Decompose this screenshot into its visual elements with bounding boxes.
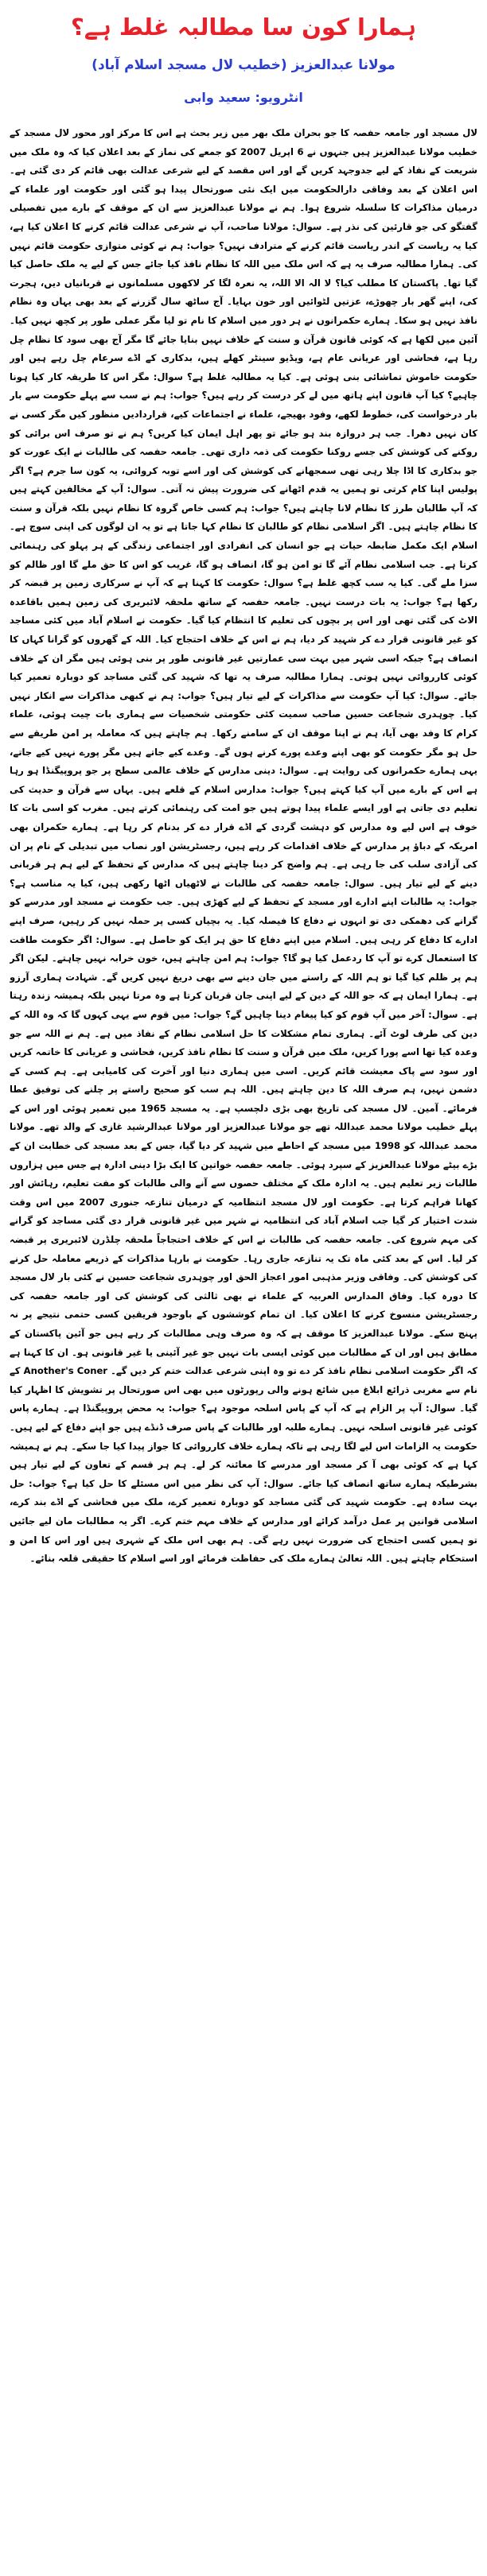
article-body: [10, 124, 477, 2560]
article-body-text: لال مسجد اور جامعہ حفصہ کا جو بحران ملک بھر میں زیر بحث ہے اس کا مرکز اور محور لال مسجد کے خطیب مولانا عبدالعزیز ہیں جنہوں نے 6 اپریل 2007 کو جمعے کی نماز کے بعد اعلان کیا کہ وہ ملک میں شریعت کے نفاذ کے لیے جدوجہد کریں گے اور اس مقصد کے لیے شرعی عدالت بھی قائم کر دی گئی ہے۔ اس اعلان کے بعد وفاقی دارالحکومت میں ایک نئی صورتحال پیدا ہو گئی اور حکومت اور علماء کے درمیان مذاکرات کا سلسلہ شروع ہوا۔ ہم نے مولانا عبدالعزیز سے ان کے موقف کے بارے میں تفصیلی گفتگو کی جو قارئین کی نذر ہے۔ سوال: مولانا صاحب، آپ نے شرعی عدالت قائم کرنے کا اعلان کیا ہے، کیا یہ ریاست کے اندر ریاست قائم کرنے کے مترادف نہیں؟ جواب: ہم نے کوئی متوازی حکومت قائم نہیں کی۔ ہمارا مطالبہ صرف یہ ہے کہ اس ملک میں اللہ کا نظام نافذ کیا جائے جس کے لیے یہ ملک حاصل کیا گیا تھا۔ پاکستان کا مطلب کیا؟ لا الہ الا اللہ، یہ نعرہ لگا کر لاکھوں مسلمانوں نے قربانیاں دیں، ہجرت کی، اپنے گھر بار چھوڑے، عزتیں لٹوائیں اور خون بہایا۔ آج ساٹھ سال گزرنے کے بعد بھی یہاں وہ نظام نافذ نہیں ہو سکا۔ ہمارے حکمرانوں نے ہر دور میں اسلام کا نام تو لیا مگر عملی طور پر کچھ نہیں کیا۔ آئین میں لکھا ہے کہ کوئی قانون قرآن و سنت کے خلاف نہیں بنایا جائے گا مگر آج بھی سود کا نظام چل رہا ہے، فحاشی اور عریانی عام ہے، ویڈیو سینٹر کھلے ہیں، بدکاری کے اڈے سرعام چل رہے ہیں اور حکومت خاموش تماشائی بنی ہوئی ہے۔ کیا یہ مطالبہ غلط ہے؟ سوال: مگر اس کا طریقہ کار کیا ہونا چاہیے؟ کیا آپ قانون اپنے ہاتھ میں لے کر درست کر رہے ہیں؟ جواب: ہم نے سب سے پہلے حکومت سے بار بار درخواست کی، خطوط لکھے، وفود بھیجے، علماء نے اجتماعات کیے، قراردادیں منظور کیں مگر کسی نے کان نہیں دھرا۔ جب ہر دروازہ بند ہو جائے تو پھر اہل ایمان کیا کریں؟ ہم نے تو صرف اس برائی کو روکنے کی کوشش کی جسے روکنا حکومت کی ذمہ داری تھی۔ جامعہ حفصہ کی طالبات نے ایک عورت کو جو بدکاری کا اڈا چلا رہی تھی سمجھانے کی کوشش کی اور اسے توبہ کروائی، یہ کون سا جرم ہے؟ اگر پولیس اپنا کام کرتی تو ہمیں یہ قدم اٹھانے کی ضرورت پیش نہ آتی۔ سوال: آپ کے مخالفین کہتے ہیں کہ آپ طالبان طرز کا نظام لانا چاہتے ہیں؟ جواب: ہم کسی خاص گروہ کا نظام نہیں بلکہ قرآن و سنت کا نظام چاہتے ہیں۔ اگر اسلامی نظام کو طالبان کا نظام کہا جاتا ہے تو یہ ان لوگوں کی اپنی سوچ ہے۔ اسلام ایک مکمل ضابطہ حیات ہے جو انسان کی انفرادی اور اجتماعی زندگی کے ہر پہلو کی رہنمائی کرتا ہے۔ جب اسلامی نظام آئے گا تو امن ہو گا، انصاف ہو گا، غریب کو اس کا حق ملے گا اور ظالم کو سزا ملے گی۔ کیا یہ سب کچھ غلط ہے؟ سوال: حکومت کا کہنا ہے کہ آپ نے سرکاری زمین پر قبضہ کر رکھا ہے؟ جواب: یہ بات درست نہیں۔ جامعہ حفصہ کے ساتھ ملحقہ لائبریری کی زمین ہمیں باقاعدہ الاٹ کی گئی تھی اور اس پر بچوں کی تعلیم کا انتظام کیا گیا۔ حکومت نے اسلام آباد میں کئی مساجد کو غیر قانونی قرار دے کر شہید کر دیا، ہم نے اس کے خلاف احتجاج کیا۔ اللہ کے گھروں کو گرانا کہاں کا انصاف ہے؟ جبکہ اسی شہر میں بہت سی عمارتیں غیر قانونی طور پر بنی ہوئی ہیں مگر ان کے خلاف کوئی کارروائی نہیں ہوتی۔ ہمارا مطالبہ صرف یہ تھا کہ شہید کی گئی مساجد کو دوبارہ تعمیر کیا جائے۔ سوال: کیا آپ حکومت سے مذاکرات کے لیے تیار ہیں؟ جواب: ہم نے کبھی مذاکرات سے انکار نہیں کیا۔ چوہدری شجاعت حسین صاحب سمیت کئی حکومتی شخصیات سے ہماری بات چیت ہوئی، علماء کرام کا وفد بھی آیا، ہم نے اپنا موقف ان کے سامنے رکھا۔ ہم چاہتے ہیں کہ معاملہ پر امن طریقے سے حل ہو مگر حکومت کو بھی اپنے وعدے پورے کرنے ہوں گے۔ وعدے کیے جاتے ہیں مگر پورے نہیں کیے جاتے، یہی ہمارے حکمرانوں کی روایت ہے۔ سوال: دینی مدارس کے خلاف عالمی سطح پر جو پروپیگنڈا ہو رہا ہے اس کے بارے میں آپ کیا کہتے ہیں؟ جواب: مدارس اسلام کے قلعے ہیں۔ یہاں سے قرآن و حدیث کی تعلیم دی جاتی ہے اور ایسے علماء پیدا ہوتے ہیں جو امت کی رہنمائی کرتے ہیں۔ مغرب کو اسی بات کا خوف ہے اس لیے وہ مدارس کو دہشت گردی کے اڈے قرار دے کر بدنام کر رہا ہے۔ ہمارے حکمران بھی امریکہ کے دباؤ پر مدارس کے خلاف اقدامات کر رہے ہیں، رجسٹریشن اور نصاب میں تبدیلی کے نام پر ان کی آزادی سلب کی جا رہی ہے۔ ہم واضح کر دینا چاہتے ہیں کہ مدارس کے تحفظ کے لیے ہم ہر قربانی دینے کے لیے تیار ہیں۔ سوال: جامعہ حفصہ کی طالبات نے لاٹھیاں اٹھا رکھی ہیں، کیا یہ مناسب ہے؟ جواب: یہ طالبات اپنے ادارے اور مسجد کے تحفظ کے لیے کھڑی ہیں۔ جب حکومت نے مسجد اور مدرسے کو گرانے کی دھمکی دی تو انہوں نے دفاع کا فیصلہ کیا۔ یہ بچیاں کسی پر حملہ نہیں کر رہیں، صرف اپنے ادارے کا دفاع کر رہی ہیں۔ اسلام میں اپنے دفاع کا حق ہر ایک کو حاصل ہے۔ سوال: اگر حکومت طاقت کا استعمال کرے تو آپ کا ردعمل کیا ہو گا؟ جواب: ہم امن چاہتے ہیں، خون خرابہ نہیں چاہتے۔ لیکن اگر ہم پر ظلم کیا گیا تو ہم اللہ کے راستے میں جان دینے سے بھی دریغ نہیں کریں گے۔ شہادت ہماری آرزو ہے۔ ہمارا ایمان ہے کہ جو اللہ کے دین کے لیے اپنی جان قربان کرتا ہے وہ مرتا نہیں بلکہ ہمیشہ زندہ رہتا ہے۔ سوال: آخر میں آپ قوم کو کیا پیغام دینا چاہیں گے؟ جواب: میں قوم سے یہی کہوں گا کہ وہ اللہ کے دین کی طرف لوٹ آئے۔ ہماری تمام مشکلات کا حل اسلامی نظام کے نفاذ میں ہے۔ ہم نے اللہ سے جو وعدہ کیا تھا اسے پورا کریں، ملک میں قرآن و سنت کا نظام نافذ کریں، فحاشی و عریانی کا خاتمہ کریں اور سود سے پاک معیشت قائم کریں۔ اسی میں ہماری دنیا اور آخرت کی کامیابی ہے۔ ہم کسی کے دشمن نہیں، ہم صرف اللہ کا دین چاہتے ہیں۔ اللہ ہم سب کو صحیح راستے پر چلنے کی توفیق عطا فرمائے۔ آمین۔ لال مسجد کی تاریخ بھی بڑی دلچسپ ہے۔ یہ مسجد 1965 میں تعمیر ہوئی اور اس کے پہلے خطیب مولانا محمد عبداللہ تھے جو مولانا عبدالعزیز اور مولانا عبدالرشید غازی کے والد تھے۔ مولانا محمد عبداللہ کو 1998 میں مسجد کے احاطے میں شہید کر دیا گیا، جس کے بعد مسجد کی خطابت ان کے بڑے بیٹے مولانا عبدالعزیز کے سپرد ہوئی۔ جامعہ حفصہ خواتین کا ایک بڑا دینی ادارہ ہے جس میں ہزاروں طالبات زیر تعلیم ہیں۔ یہ ادارہ ملک کے مختلف حصوں سے آنے والی طالبات کو مفت تعلیم، رہائش اور کھانا فراہم کرتا ہے۔ حکومت اور لال مسجد انتظامیہ کے درمیان تنازعہ جنوری 2007 میں اس وقت شدت اختیار کر گیا جب اسلام آباد کی انتظامیہ نے شہر میں غیر قانونی قرار دی گئی مساجد کو گرانے کی مہم شروع کی۔ جامعہ حفصہ کی طالبات نے اس کے خلاف احتجاجاً ملحقہ چلڈرن لائبریری پر قبضہ کر لیا۔ اس کے بعد کئی ماہ تک یہ تنازعہ جاری رہا۔ حکومت نے بارہا مذاکرات کے ذریعے معاملہ حل کرنے کی کوشش کی۔ وفاقی وزیر مذہبی امور اعجاز الحق اور چوہدری شجاعت حسین نے کئی بار لال مسجد کا دورہ کیا۔ وفاق المدارس العربیہ کے علماء نے بھی ثالثی کی کوشش کی اور جامعہ حفصہ کی رجسٹریشن منسوخ کرنے کا اعلان کیا۔ ان تمام کوششوں کے باوجود فریقین کسی حتمی نتیجے پر نہ پہنچ سکے۔ مولانا عبدالعزیز کا موقف ہے کہ وہ صرف وہی مطالبات کر رہے ہیں جو آئین پاکستان کے مطابق ہیں اور ان کے مطالبات میں کوئی ایسی بات نہیں جو غیر آئینی یا غیر قانونی ہو۔ ان کا کہنا ہے کہ اگر حکومت اسلامی نظام نافذ کر دے تو وہ اپنی شرعی عدالت ختم کر دیں گے۔ Another's Coner کے نام سے مغربی ذرائع ابلاغ میں شائع ہونے والی رپورٹوں میں بھی اس صورتحال پر تشویش کا اظہار کیا گیا۔ سوال: آپ پر الزام ہے کہ آپ کے پاس اسلحہ موجود ہے؟ جواب: یہ محض پروپیگنڈا ہے۔ ہمارے پاس کوئی غیر قانونی اسلحہ نہیں۔ ہمارے طلبہ اور طالبات کے پاس صرف ڈنڈے ہیں جو اپنے دفاع کے لیے ہیں۔ حکومت یہ الزامات اس لیے لگا رہی ہے تاکہ ہمارے خلاف کارروائی کا جواز پیدا کیا جا سکے۔ ہم نے ہمیشہ کہا ہے کہ کوئی بھی آ کر مسجد اور مدرسے کا معائنہ کر لے۔ ہم ہر قسم کے تعاون کے لیے تیار ہیں بشرطیکہ ہمارے ساتھ انصاف کیا جائے۔ سوال: آپ کی نظر میں اس مسئلے کا حل کیا ہے؟ جواب: حل بہت سادہ ہے۔ حکومت شہید کی گئی مساجد کو دوبارہ تعمیر کرے، ملک میں فحاشی کے اڈے بند کرے، اسلامی قوانین پر عمل درآمد کرائے اور مدارس کے خلاف مہم ختم کرے۔ اگر یہ مطالبات مان لیے جائیں تو ہمیں کسی احتجاج کی ضرورت نہیں رہے گی۔ ہم بھی اس ملک کے شہری ہیں اور اس کا امن و استحکام چاہتے ہیں۔ اللہ تعالیٰ ہمارے ملک کی حفاظت فرمائے اور اسے اسلام کا حقیقی قلعہ بنائے۔: [10, 127, 477, 1565]
article-author: مولانا عبدالعزیز (خطیب لال مسجد اسلام آباد): [92, 57, 395, 73]
article-title: ہمارا کون سا مطالبہ غلط ہے؟: [71, 14, 416, 41]
article-header: [0, 0, 487, 119]
article-interviewer: انٹرویو: سعید وابی: [184, 90, 303, 105]
